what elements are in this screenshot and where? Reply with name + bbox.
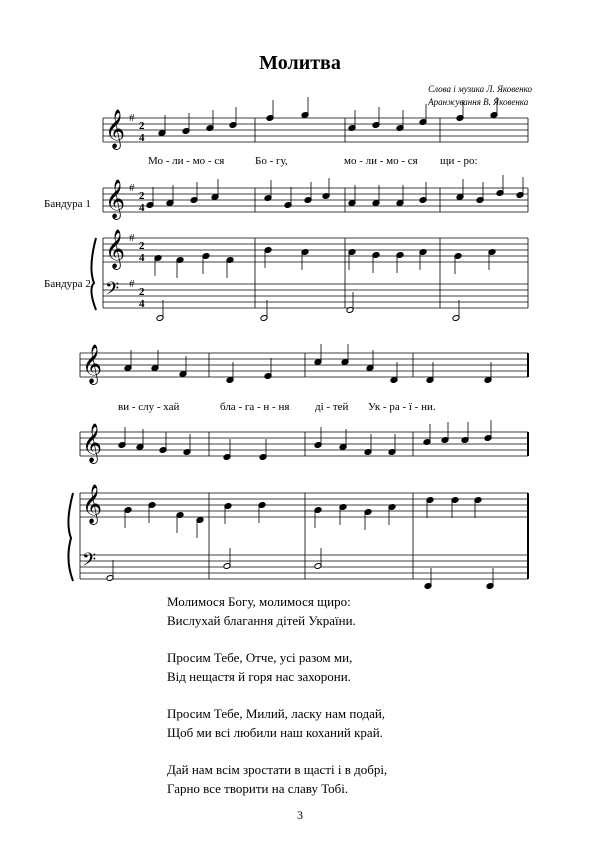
time-signature: 4	[139, 202, 145, 214]
time-signature: 4	[139, 252, 145, 264]
stanza-2	[167, 648, 387, 686]
lyric-syllables: мо - ли - мо - ся	[344, 155, 418, 167]
time-signature: 4	[139, 132, 145, 144]
treble-clef: 𝄞	[82, 423, 103, 463]
stanza-4	[167, 760, 387, 798]
stanza-line: Просим Тебе, Милий, ласку нам подай,	[167, 706, 386, 721]
lyric-syllables: Бо - гу,	[255, 155, 288, 167]
brace	[68, 493, 73, 581]
lyrics-stanzas	[167, 592, 387, 816]
lyric-syllables: щи - ро:	[440, 155, 478, 167]
sharp-sign: #	[129, 182, 135, 194]
time-signature: 2	[139, 240, 145, 252]
stanza-line: Щоб ми всі любили наш коханий край.	[167, 725, 383, 740]
treble-clef: 𝄞	[105, 229, 126, 269]
lyric-syllables: Мо - ли - мо - ся	[148, 155, 225, 167]
treble-clef: 𝄞	[105, 109, 126, 149]
time-signature: 4	[139, 298, 145, 310]
bass-clef: 𝄢	[82, 550, 97, 575]
treble-clef: 𝄞	[105, 179, 126, 219]
instrument-label-bandura2: Бандура 2	[44, 278, 91, 290]
time-signature: 2	[139, 286, 145, 298]
instrument-label-bandura1: Бандура 1	[44, 198, 91, 210]
composer-credit: Слова і музика Л. Яковенко	[428, 84, 532, 94]
time-signature: 2	[139, 190, 145, 202]
stanza-line: Вислухай благання дітей України.	[167, 613, 356, 628]
sharp-sign: #	[129, 232, 135, 244]
time-signature: 2	[139, 120, 145, 132]
stanza-line: Гарно все творити на славу Тобі.	[167, 781, 349, 796]
stanza-line: Від нещастя й горя нас захорони.	[167, 669, 351, 684]
page-number: 3	[297, 808, 303, 822]
brace	[91, 238, 96, 310]
stanza-line: Просим Тебе, Отче, усі разом ми,	[167, 650, 353, 665]
stanza-1	[167, 592, 387, 630]
treble-clef: 𝄞	[82, 344, 103, 384]
lyric-syllables: бла - га - н - ня	[220, 401, 290, 413]
lyric-syllables: ви - слу - хай	[118, 401, 180, 413]
lyric-syllables: Ук - ра - ї - ни.	[368, 401, 436, 413]
song-title: Молитва	[259, 52, 341, 74]
stanza-line: Дай нам всім зростати в щасті і в добрі,	[167, 762, 388, 777]
lyric-syllables: ді - тей	[315, 401, 349, 413]
sharp-sign: #	[129, 112, 135, 124]
bass-clef: 𝄢	[105, 279, 120, 304]
sharp-sign: #	[129, 278, 135, 290]
stanza-line: Молимося Богу, молимося щиро:	[167, 594, 351, 609]
treble-clef: 𝄞	[82, 484, 103, 524]
arranger-credit: Аранжування В. Яковенка	[428, 97, 529, 107]
stanza-3	[167, 704, 387, 742]
